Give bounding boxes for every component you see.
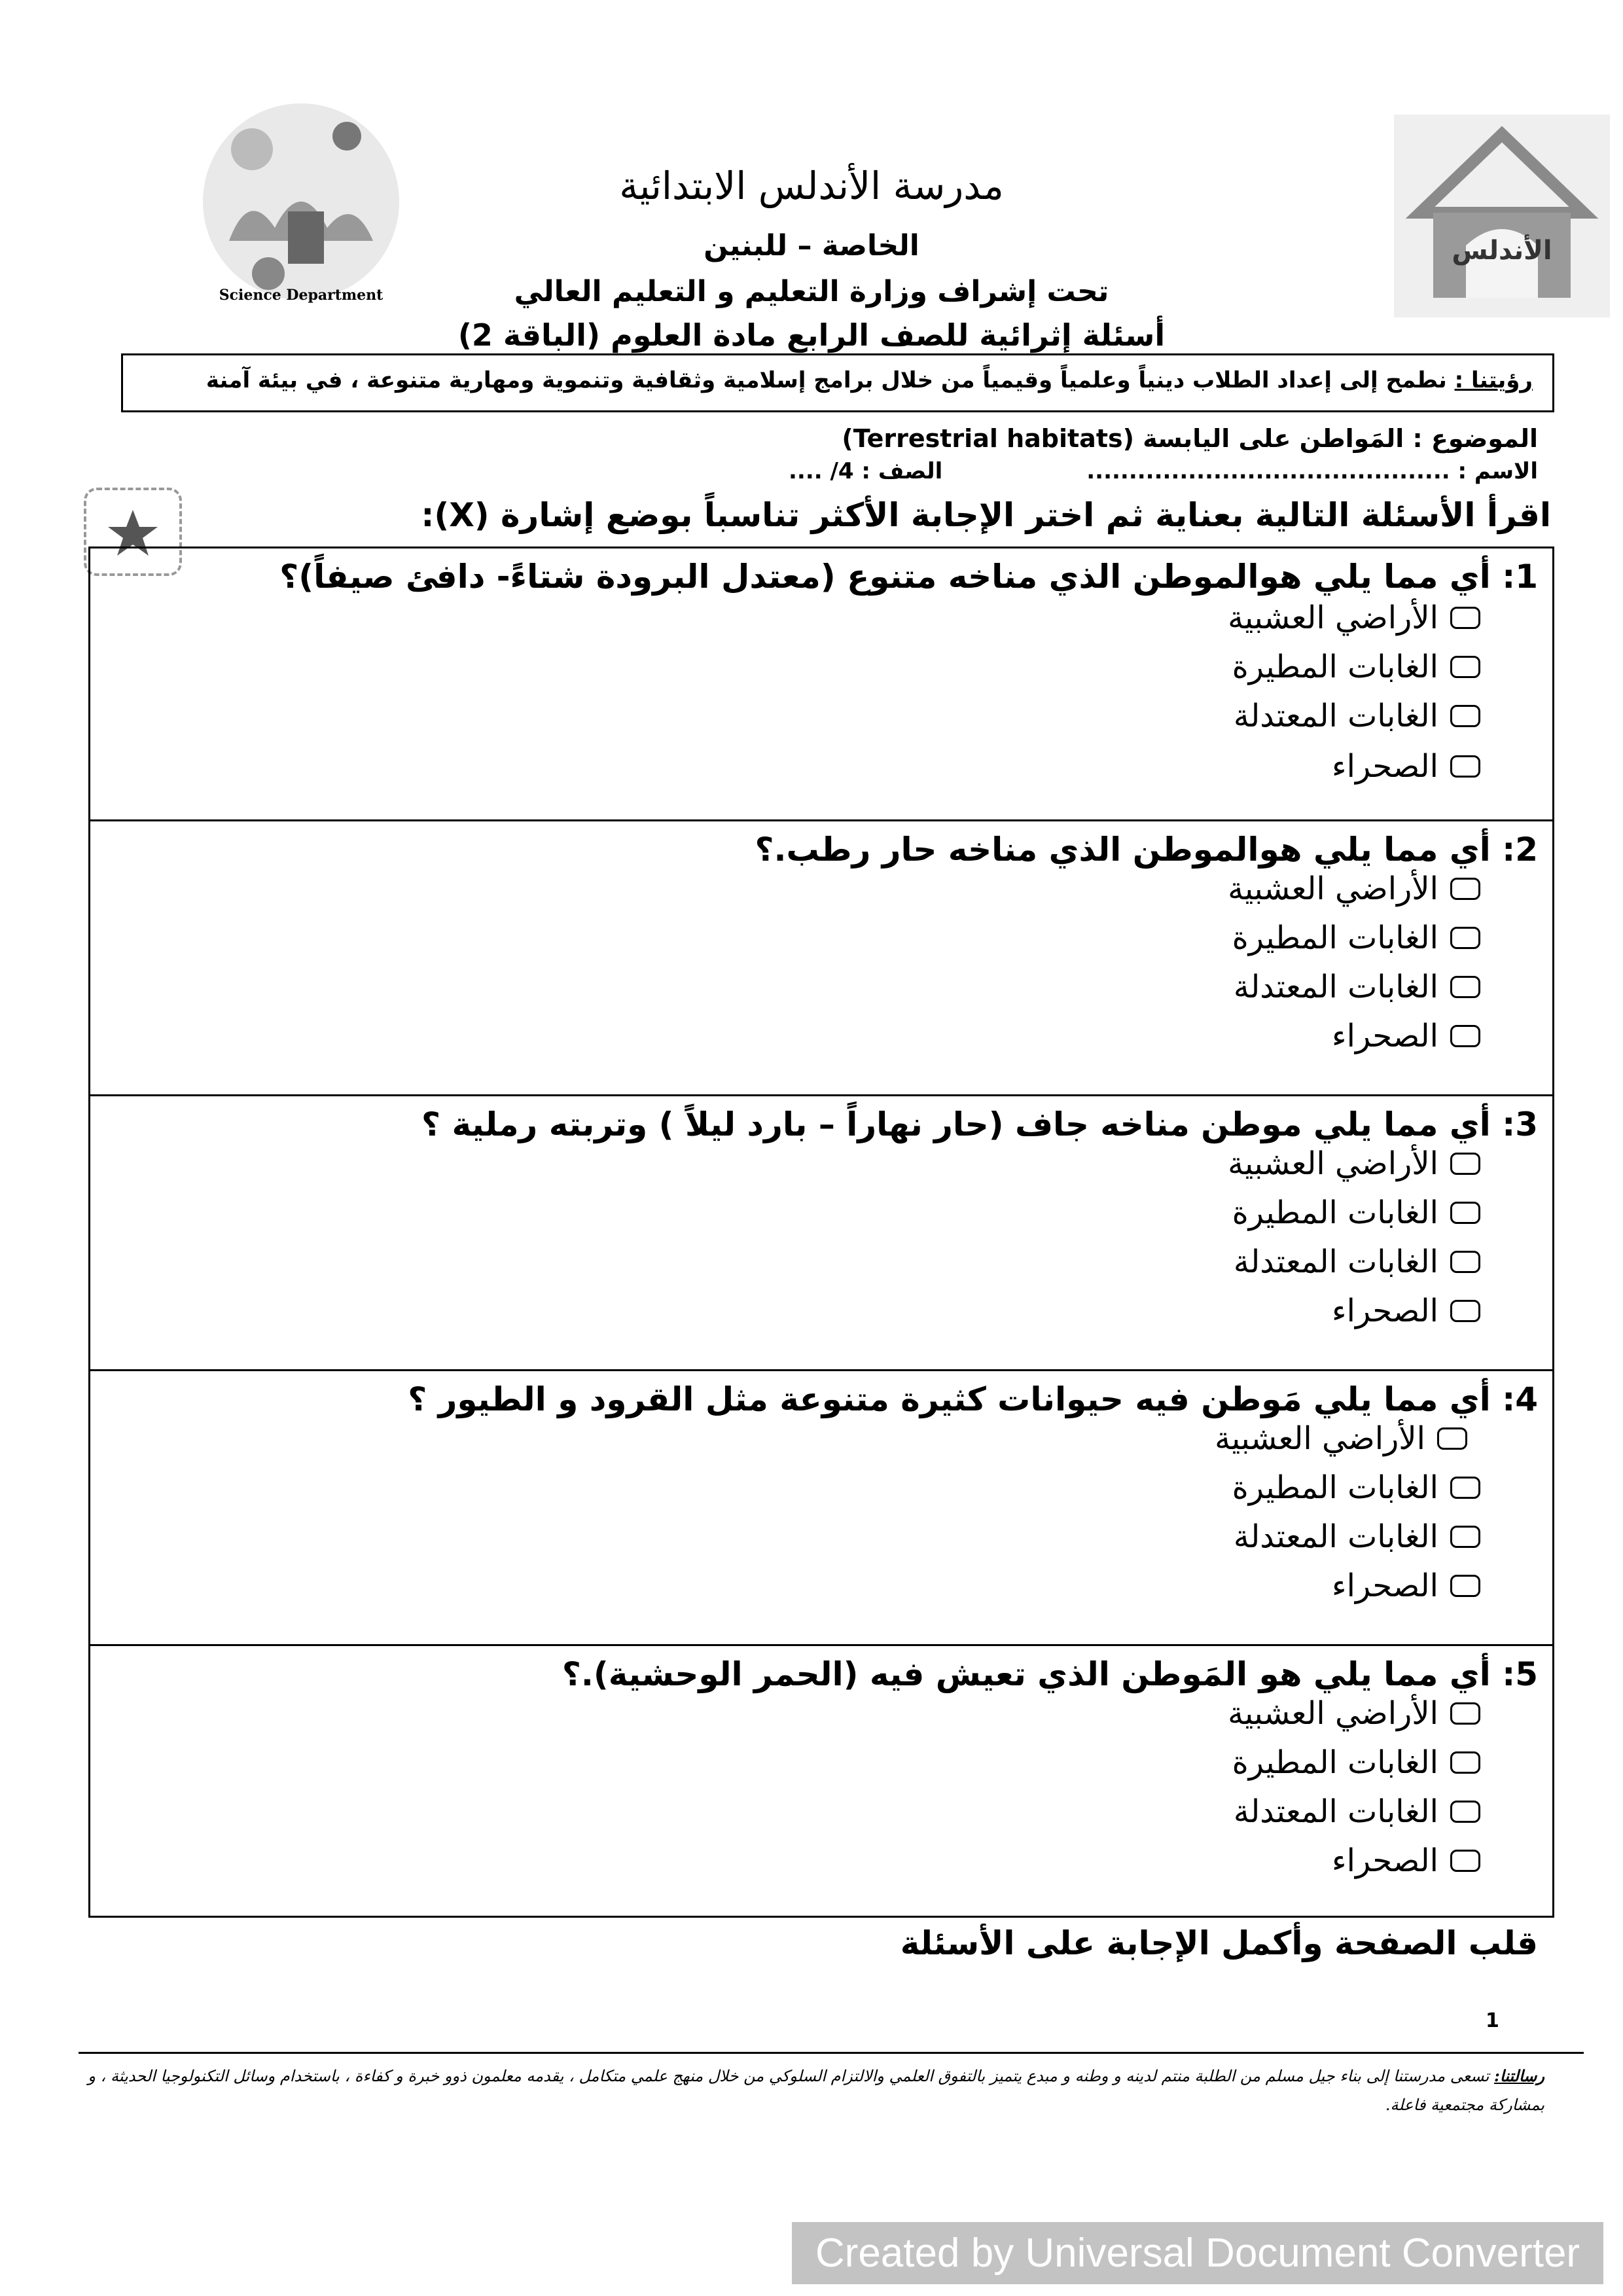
page-number: 1 xyxy=(1486,2009,1499,2032)
option-label: الأراضي العشبية xyxy=(1228,1695,1438,1732)
question-box-5 xyxy=(88,1644,1554,1918)
option-label: الغابات المعتدلة xyxy=(1233,1518,1438,1555)
q3-option-1[interactable] xyxy=(1228,1145,1480,1182)
checkbox-icon[interactable] xyxy=(1450,1025,1480,1047)
checkbox-icon[interactable] xyxy=(1450,1850,1480,1872)
checkbox-icon[interactable] xyxy=(1450,656,1480,678)
option-label: الصحراء xyxy=(1332,1293,1438,1329)
vision-box xyxy=(121,353,1554,412)
question-3-text: 3: أي مما يلي موطن مناخه جاف (حار نهاراً – بارد ليلاً ) وتربته رملية ؟ xyxy=(421,1105,1538,1143)
checkbox-icon[interactable] xyxy=(1450,1575,1480,1597)
converter-watermark: Created by Universal Document Converter xyxy=(792,2222,1603,2284)
checkbox-icon[interactable] xyxy=(1450,927,1480,949)
question-2-text: 2: أي مما يلي هوالموطن الذي مناخه حار رطب.؟ xyxy=(755,831,1538,869)
q1-option-1[interactable] xyxy=(1228,600,1480,636)
question-box-1 xyxy=(88,547,1554,821)
checkbox-icon[interactable] xyxy=(1450,607,1480,629)
option-label: الغابات المعتدلة xyxy=(1233,1793,1438,1830)
option-label: الصحراء xyxy=(1332,1568,1438,1604)
option-label: الأراضي العشبية xyxy=(1228,600,1438,636)
q5-option-4[interactable] xyxy=(1332,1842,1480,1879)
mission-label: رسالتنا: xyxy=(1494,2066,1544,2085)
q2-option-3[interactable] xyxy=(1234,969,1480,1005)
mission-text: تسعى مدرستنا إلى بناء جيل مسلم من الطلبة منتم لدينه و وطنه و مبدع يتميز بالتفوق العلمي والالتزام السلوكي من خلال منهج علمي متكامل ، يقدمه معلمون ذوو خبرة و كفاءة ، باستخدام وسائل التكنولوجيا الحديثة ، و بمشاركة مجتمعية فاعلة. xyxy=(88,2067,1544,2114)
option-label: الغابات المطيرة xyxy=(1232,1744,1438,1781)
option-label: الغابات المعتدلة xyxy=(1233,1244,1438,1280)
option-label: الغابات المعتدلة xyxy=(1233,969,1438,1005)
vision-statement xyxy=(206,367,1533,393)
student-name-field[interactable]: الاسم : ........................................... xyxy=(1086,458,1538,484)
option-label: الغابات المطيرة xyxy=(1232,649,1438,685)
exam-title: أسئلة إثرائية للصف الرابع مادة العلوم (الباقة 2) xyxy=(457,317,1166,353)
question-4-text: 4: أي مما يلي مَوطن فيه حيوانات كثيرة متنوعة مثل القرود و الطيور ؟ xyxy=(408,1380,1538,1418)
option-label: الصحراء xyxy=(1332,1018,1438,1054)
checkbox-icon[interactable] xyxy=(1450,705,1480,727)
q3-option-2[interactable] xyxy=(1232,1194,1480,1231)
checkbox-icon[interactable] xyxy=(1450,1251,1480,1273)
option-label: الغابات المطيرة xyxy=(1232,1469,1438,1506)
footer-divider xyxy=(79,2052,1584,2054)
question-box-2 xyxy=(88,819,1554,1096)
checkbox-icon[interactable] xyxy=(1450,1300,1480,1322)
q5-option-1[interactable] xyxy=(1228,1695,1480,1732)
logo-caption: Science Department xyxy=(219,287,383,304)
option-label: الصحراء xyxy=(1332,748,1438,785)
q4-option-3[interactable] xyxy=(1234,1518,1480,1555)
option-label: الأراضي العشبية xyxy=(1228,1145,1438,1182)
q2-option-1[interactable] xyxy=(1228,870,1480,907)
q4-option-2[interactable] xyxy=(1232,1469,1480,1506)
q4-option-4[interactable] xyxy=(1332,1568,1480,1604)
ministry-supervision: تحت إشراف وزارة التعليم و التعليم العالي xyxy=(514,275,1109,308)
checkbox-icon[interactable] xyxy=(1450,1202,1480,1224)
school-type: الخاصة – للبنين xyxy=(704,229,919,262)
question-1-text: 1: أي مما يلي هوالموطن الذي مناخه متنوع (معتدل البرودة شتاءً- دافئ صيفاً)؟ xyxy=(279,558,1538,596)
q2-option-4[interactable] xyxy=(1332,1018,1480,1054)
question-box-3 xyxy=(88,1094,1554,1371)
checkbox-icon[interactable] xyxy=(1450,1526,1480,1548)
q5-option-3[interactable] xyxy=(1234,1793,1480,1830)
checkbox-icon[interactable] xyxy=(1450,1751,1480,1774)
class-field[interactable]: الصف : 4/ .... xyxy=(789,458,943,484)
checkbox-icon[interactable] xyxy=(1450,976,1480,998)
school-logo-text: الأندلس xyxy=(1452,236,1552,266)
option-label: الصحراء xyxy=(1332,1842,1438,1879)
checkbox-icon[interactable] xyxy=(1450,1153,1480,1175)
vision-text: نطمح إلى إعداد الطلاب دينياً وعلمياً وقيمياً من خلال برامج إسلامية وثقافية وتنموية ومهارية متنوعة ، في بيئة آمنة xyxy=(205,367,1447,393)
option-label: الأراضي العشبية xyxy=(1215,1420,1425,1457)
q2-option-2[interactable] xyxy=(1232,920,1480,956)
school-name: مدرسة الأندلس الابتدائية xyxy=(619,164,1004,208)
turn-page-note: قلب الصفحة وأكمل الإجابة على الأسئلة xyxy=(900,1924,1538,1962)
checkbox-icon[interactable] xyxy=(1450,755,1480,778)
q1-option-4[interactable] xyxy=(1332,748,1480,785)
option-label: الغابات المطيرة xyxy=(1232,1194,1438,1231)
question-5-text: 5: أي مما يلي هو المَوطن الذي تعيش فيه (الحمر الوحشية).؟ xyxy=(562,1655,1538,1693)
q3-option-3[interactable] xyxy=(1234,1244,1480,1280)
topic-line: الموضوع : المَواطن على اليابسة (Terrestrial habitats) xyxy=(842,424,1538,453)
checkbox-icon[interactable] xyxy=(1437,1427,1467,1450)
checkbox-icon[interactable] xyxy=(1450,878,1480,900)
option-label: الغابات المعتدلة xyxy=(1233,698,1438,734)
mission-statement xyxy=(79,2062,1544,2119)
checkbox-icon[interactable] xyxy=(1450,1477,1480,1499)
option-label: الغابات المطيرة xyxy=(1232,920,1438,956)
checkbox-icon[interactable] xyxy=(1450,1801,1480,1823)
q1-option-3[interactable] xyxy=(1234,698,1480,734)
checkbox-icon[interactable] xyxy=(1450,1702,1480,1725)
q1-option-2[interactable] xyxy=(1232,649,1480,685)
q3-option-4[interactable] xyxy=(1332,1293,1480,1329)
q4-option-1[interactable] xyxy=(1215,1420,1467,1457)
q5-option-2[interactable] xyxy=(1232,1744,1480,1781)
instructions: اقرأ الأسئلة التالية بعناية ثم اختر الإجابة الأكثر تناسباً بوضع إشارة (X): xyxy=(421,496,1551,534)
question-box-4 xyxy=(88,1369,1554,1646)
vision-label: رؤيتنا : xyxy=(1454,367,1533,393)
option-label: الأراضي العشبية xyxy=(1228,870,1438,907)
